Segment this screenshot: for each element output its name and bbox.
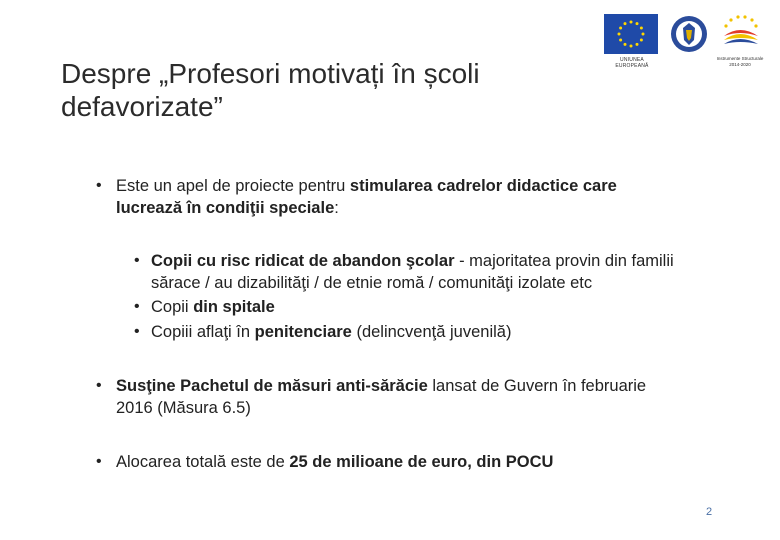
bullet-dot: • xyxy=(134,298,140,315)
sub-bullet-1-bold: Copii cu risc ridicat de abandon şcolar xyxy=(151,252,455,270)
bullet-3-text: Alocarea totală este de xyxy=(116,453,290,471)
sub-bullet-1 xyxy=(134,250,731,294)
title-line-2: defavorizate” xyxy=(61,91,223,122)
bullet-dot: • xyxy=(96,453,102,470)
bullet-2-text-2: 2016 (Măsura 6.5) xyxy=(116,399,251,417)
bullet-1-bold-1: stimularea cadrelor didactice care xyxy=(349,177,617,195)
sub-bullet-1-text-1: - majoritatea provin din familii xyxy=(454,252,674,270)
bullet-2-bold: Susţine Pachetul de măsuri anti-sărăcie xyxy=(116,377,428,395)
bullet-2 xyxy=(96,375,716,419)
bullet-1-text: Este un apel de proiecte pentru xyxy=(116,177,350,195)
sub-bullet-3-text: Copiii aflaţi în xyxy=(151,323,255,341)
bullet-2-text-1: lansat de Guvern în februarie xyxy=(427,377,647,395)
eu-caption: UNIUNEA EUROPEANĂ xyxy=(615,57,649,69)
bullet-1-colon: : xyxy=(334,199,339,217)
sub-bullet-2-bold: din spitale xyxy=(193,298,275,316)
page-number: 2 xyxy=(706,506,713,518)
bullet-dot: • xyxy=(96,377,102,394)
fse-caption-line-1: Instrumente Structurale xyxy=(716,56,764,61)
sub-bullet-2 xyxy=(134,296,731,318)
bullet-dot: • xyxy=(134,252,140,269)
bullet-dot: • xyxy=(134,323,140,340)
bullet-1 xyxy=(96,175,716,219)
sub-bullet-3-bold: penitenciare xyxy=(254,323,352,341)
bullet-3-bold: 25 de milioane de euro, din POCU xyxy=(289,453,554,471)
sub-bullet-2-text: Copii xyxy=(151,298,194,316)
bullet-1-bold-2: lucrează în condiţii speciale xyxy=(116,199,335,217)
sub-bullet-1-text-2: sărace / au dizabilităţi / de etnie romă / comunităţi izolate etc xyxy=(151,274,593,292)
sub-bullet-3 xyxy=(134,321,731,343)
bullet-3 xyxy=(96,451,716,473)
title-line-1: Despre „Profesori motivați în școli xyxy=(61,58,480,89)
sub-bullet-3-text-2: (delincvenţă juvenilă) xyxy=(351,323,512,341)
bullet-dot: • xyxy=(96,177,102,194)
fse-caption-line-2: 2014-2020 xyxy=(729,62,751,67)
